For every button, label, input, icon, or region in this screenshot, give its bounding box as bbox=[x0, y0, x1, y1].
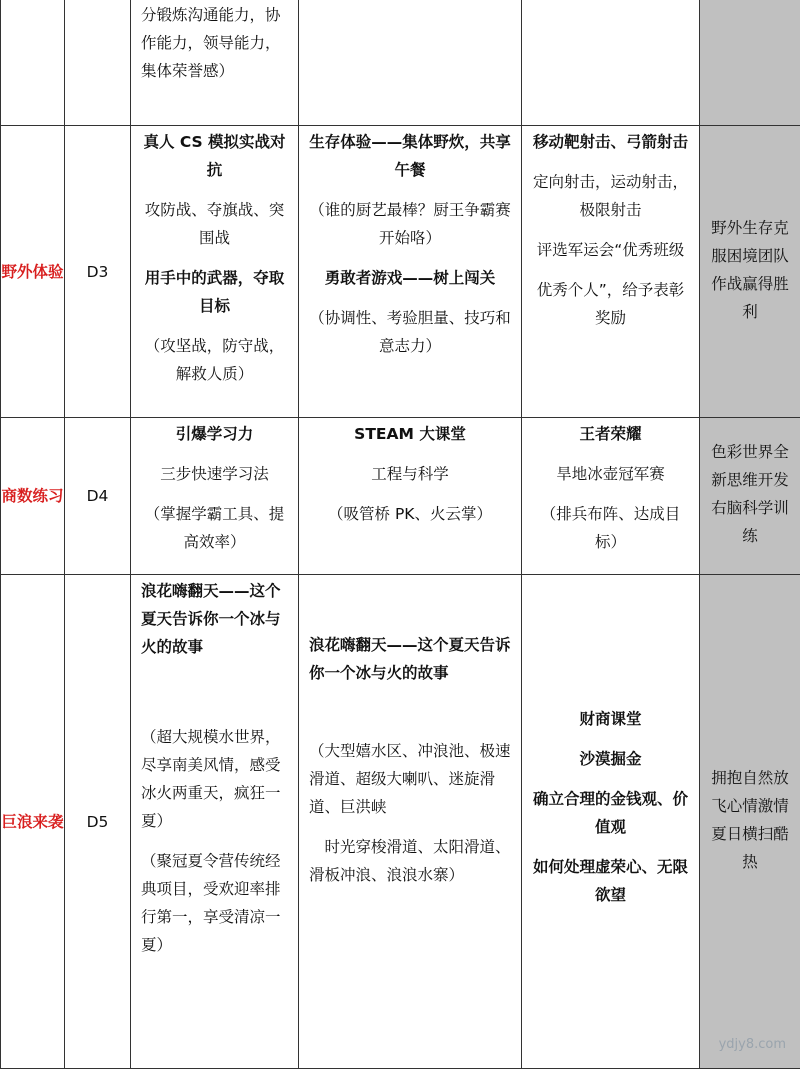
activity-text: 时光穿梭滑道、太阳滑道、滑板冲浪、浪浪水寨） bbox=[309, 833, 511, 889]
activity-text: （大型嬉水区、冲浪池、极速滑道、超级大喇叭、迷旋滑道、巨洪峡 bbox=[309, 737, 511, 821]
category-cell: 巨浪来袭 bbox=[1, 575, 65, 1069]
activity-text: （超大规模水世界，尽享南美风情，感受冰火两重天，疯狂一夏） bbox=[141, 723, 288, 835]
activity-text: （谁的厨艺最棒？厨王争霸赛开始咯） bbox=[309, 196, 511, 252]
activity-cell bbox=[522, 418, 700, 575]
activity-text: 工程与科学 bbox=[309, 460, 511, 488]
activity-text: （协调性、考验胆量、技巧和意志力） bbox=[309, 304, 511, 360]
activity-text: （排兵布阵、达成目标） bbox=[532, 500, 689, 556]
category-cell: 野外体验 bbox=[1, 126, 65, 418]
activity-text: 优秀个人”，给予表彰奖励 bbox=[532, 276, 689, 332]
goal-cell bbox=[700, 0, 800, 126]
goal-text: 拥抱自然放飞心情激情夏日横扫酷热 bbox=[700, 762, 800, 882]
day-cell: D4 bbox=[65, 418, 131, 575]
activity-cell bbox=[522, 0, 700, 126]
activity-text: 定向射击，运动射击，极限射击 bbox=[532, 168, 689, 224]
activity-title: 生存体验——集体野炊，共享午餐 bbox=[309, 128, 511, 184]
goal-cell bbox=[700, 418, 800, 575]
activity-title: 勇敢者游戏——树上闯关 bbox=[309, 264, 511, 292]
category-cell: 商数练习 bbox=[1, 418, 65, 575]
activity-text: （攻坚战，防守战，解救人质） bbox=[141, 332, 288, 388]
table-row bbox=[1, 418, 800, 575]
activity-text: 分锻炼沟通能力，协作能力，领导能力，集体荣誉感） bbox=[141, 1, 288, 85]
table-row bbox=[1, 575, 800, 1069]
activity-text: 旱地冰壶冠军赛 bbox=[532, 460, 689, 488]
activity-cell bbox=[131, 418, 299, 575]
activity-cell bbox=[299, 0, 522, 126]
activity-text: （吸管桥 PK、火云掌） bbox=[309, 500, 511, 528]
table-row bbox=[1, 0, 800, 126]
activity-title: 如何处理虚荣心、无限欲望 bbox=[532, 853, 689, 909]
activity-title: 浪花嗨翻天——这个夏天告诉你一个冰与火的故事 bbox=[141, 577, 288, 661]
activity-cell bbox=[299, 575, 522, 1069]
activity-title: STEAM 大课堂 bbox=[309, 420, 511, 448]
activity-text: （掌握学霸工具、提高效率） bbox=[141, 500, 288, 556]
activity-title: 用手中的武器，夺取目标 bbox=[141, 264, 288, 320]
activity-title: 王者荣耀 bbox=[532, 420, 689, 448]
day-cell bbox=[65, 0, 131, 126]
activity-text: 攻防战、夺旗战、突围战 bbox=[141, 196, 288, 252]
activity-cell bbox=[299, 126, 522, 418]
goal-cell bbox=[700, 126, 800, 418]
activity-cell bbox=[522, 575, 700, 1069]
table-row bbox=[1, 126, 800, 418]
activity-title: 移动靶射击、弓箭射击 bbox=[532, 128, 689, 156]
activity-title: 真人 CS 模拟实战对抗 bbox=[141, 128, 288, 184]
activity-cell bbox=[299, 418, 522, 575]
goal-text: 色彩世界全新思维开发右脑科学训练 bbox=[700, 436, 800, 556]
activity-title: 浪花嗨翻天——这个夏天告诉你一个冰与火的故事 bbox=[309, 631, 511, 687]
activity-cell bbox=[522, 126, 700, 418]
activity-cell bbox=[131, 126, 299, 418]
activity-title: 财商课堂 bbox=[532, 705, 689, 733]
activity-title: 引爆学习力 bbox=[141, 420, 288, 448]
watermark: ydjy8.com bbox=[719, 1037, 786, 1052]
category-cell bbox=[1, 0, 65, 126]
activity-text: 评选军运会“优秀班级 bbox=[532, 236, 689, 264]
activity-title: 确立合理的金钱观、价值观 bbox=[532, 785, 689, 841]
day-cell: D5 bbox=[65, 575, 131, 1069]
activity-text: （聚冠夏令营传统经典项目，受欢迎率排行第一，享受清凉一夏） bbox=[141, 847, 288, 959]
goal-cell bbox=[700, 575, 800, 1069]
goal-text: 野外生存克服困境团队作战赢得胜利 bbox=[700, 212, 800, 332]
activity-text: 三步快速学习法 bbox=[141, 460, 288, 488]
activity-cell bbox=[131, 0, 299, 126]
day-cell: D3 bbox=[65, 126, 131, 418]
activity-cell bbox=[131, 575, 299, 1069]
activity-title: 沙漠掘金 bbox=[532, 745, 689, 773]
